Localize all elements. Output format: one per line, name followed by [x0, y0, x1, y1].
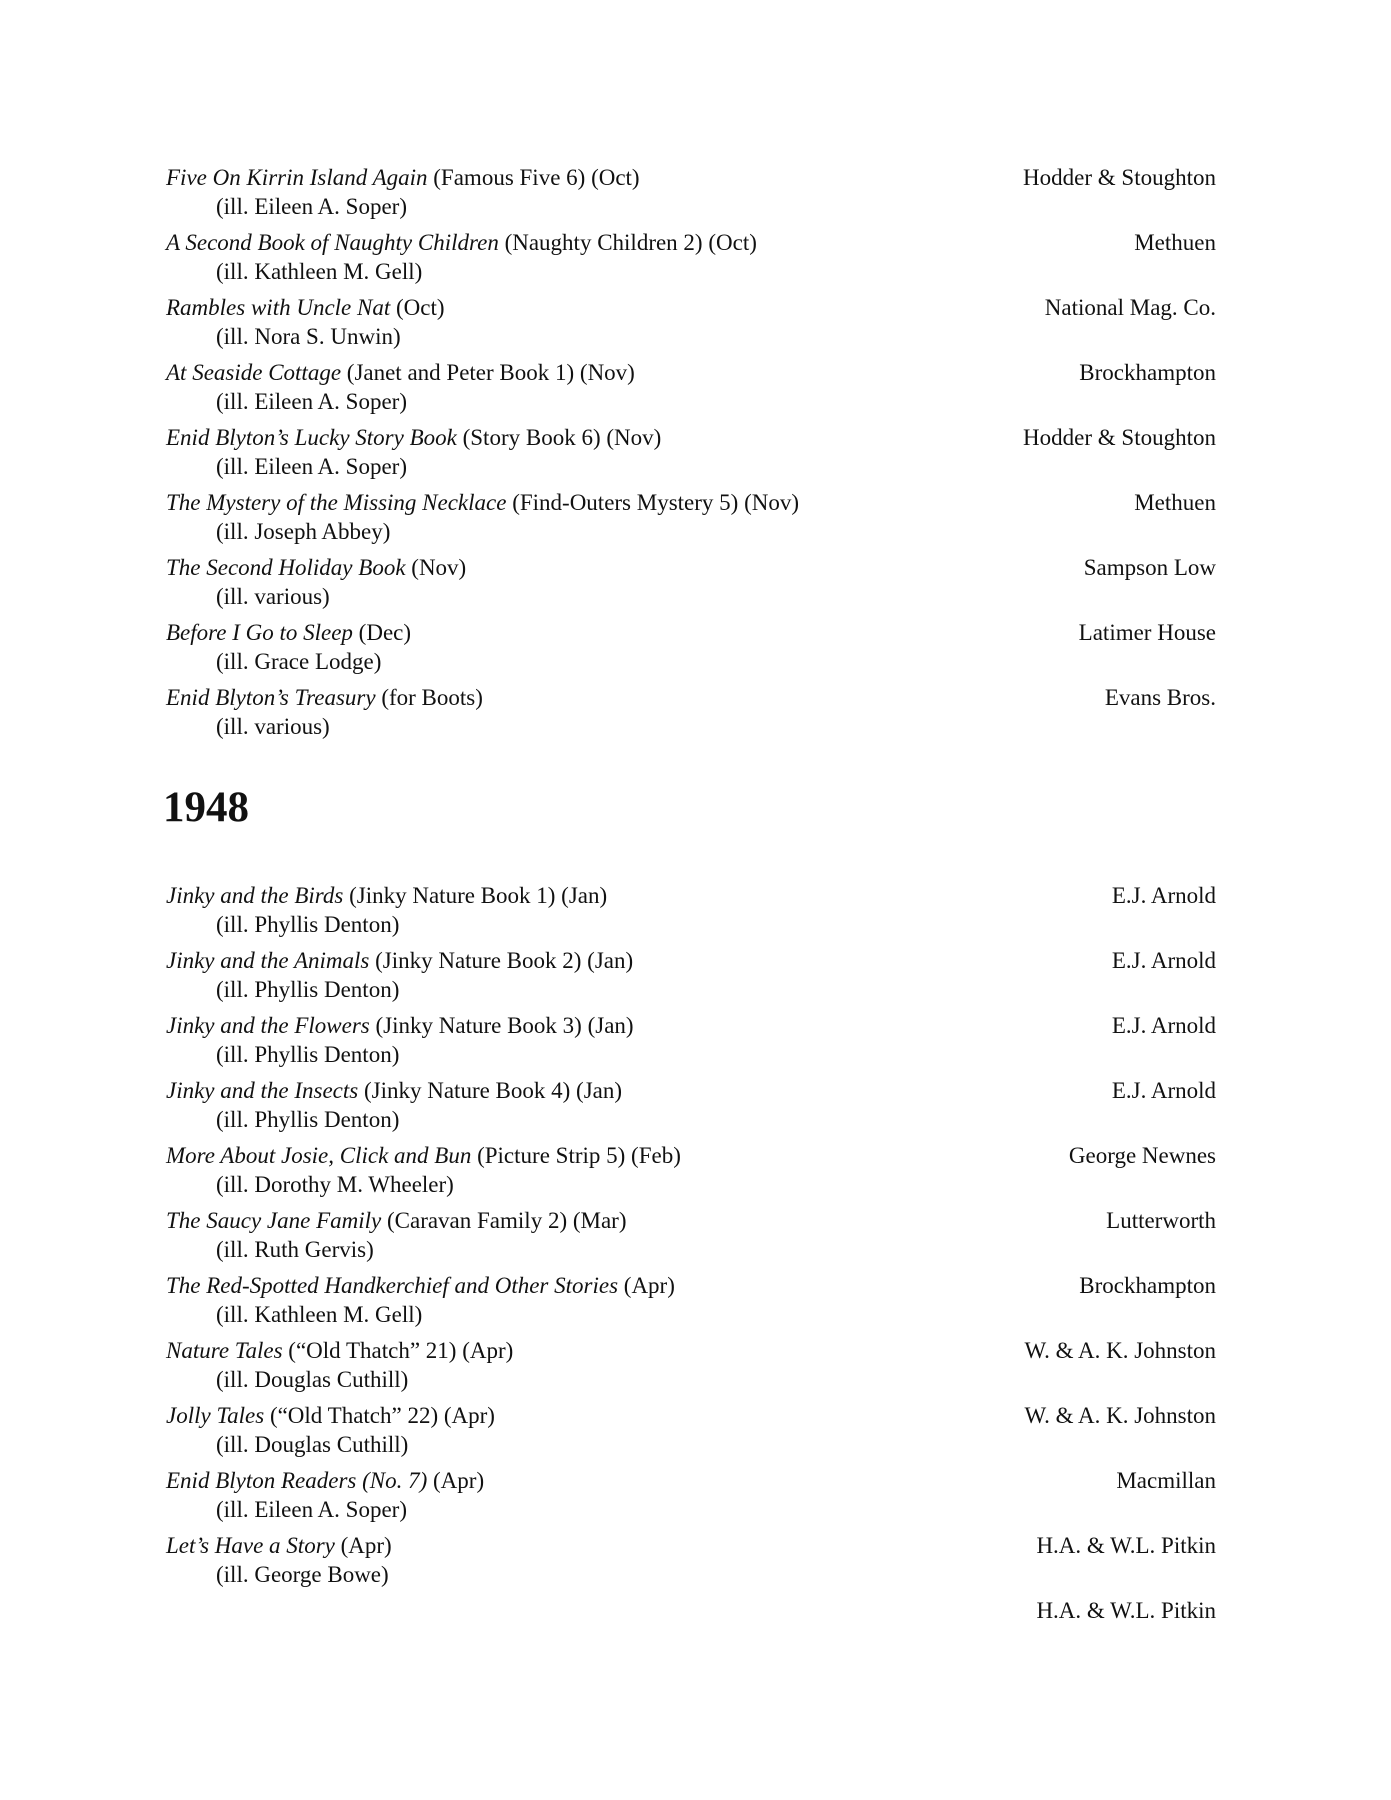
book-title: Jolly Tales	[166, 1403, 265, 1428]
book-illustrator: (ill. Kathleen M. Gell)	[216, 1302, 423, 1327]
book-publisher: Lutterworth	[1106, 1208, 1216, 1233]
book-illustrator: (ill. Phyllis Denton)	[216, 1042, 400, 1067]
book-publisher: Brockhampton	[1079, 360, 1216, 385]
book-title: Rambles with Uncle Nat	[166, 295, 391, 320]
entries-1948-list	[166, 881, 1216, 1596]
book-details: (Jinky Nature Book 4) (Jan)	[358, 1078, 623, 1103]
book-details: (“Old Thatch” 22) (Apr)	[264, 1403, 495, 1428]
book-publisher: E.J. Arnold	[1111, 948, 1216, 973]
book-title: Jinky and the Birds	[166, 883, 344, 908]
book-title: Jinky and the Insects	[166, 1078, 359, 1103]
book-illustrator: (ill. Douglas Cuthill)	[216, 1367, 409, 1392]
book-entry	[166, 1076, 1216, 1141]
book-illustrator: (ill. Grace Lodge)	[216, 649, 382, 674]
book-illustrator: (ill. Dorothy M. Wheeler)	[216, 1172, 454, 1197]
book-entry	[166, 423, 1216, 488]
book-entry	[166, 553, 1216, 618]
book-publisher: W. & A. K. Johnston	[1024, 1338, 1216, 1363]
book-publisher: W. & A. K. Johnston	[1024, 1403, 1216, 1428]
book-title: Enid Blyton’s Treasury	[166, 685, 376, 710]
book-title: A Second Book of Naughty Children	[166, 230, 499, 255]
book-illustrator: (ill. Phyllis Denton)	[216, 912, 400, 937]
book-details: (Nov)	[405, 555, 467, 580]
book-entry	[166, 946, 1216, 1011]
book-illustrator: (ill. Kathleen M. Gell)	[216, 259, 423, 284]
book-details: (Apr)	[618, 1273, 675, 1298]
book-illustrator: (ill. George Bowe)	[216, 1562, 389, 1587]
book-publisher: Brockhampton	[1079, 1273, 1216, 1298]
book-publisher: E.J. Arnold	[1111, 1078, 1216, 1103]
book-publisher: Methuen	[1134, 230, 1216, 255]
year-heading: 1948	[163, 784, 249, 831]
book-publisher: Latimer House	[1078, 620, 1216, 645]
book-title: At Seaside Cottage	[166, 360, 342, 385]
book-details: (Find-Outers Mystery 5) (Nov)	[506, 490, 800, 515]
book-illustrator: (ill. Joseph Abbey)	[216, 519, 391, 544]
trailing-publisher: H.A. & W.L. Pitkin	[1036, 1598, 1216, 1623]
book-publisher: National Mag. Co.	[1044, 295, 1216, 320]
book-illustrator: (ill. Eileen A. Soper)	[216, 389, 407, 414]
book-entry	[166, 881, 1216, 946]
book-details: (Jinky Nature Book 3) (Jan)	[369, 1013, 634, 1038]
book-details: (for Boots)	[375, 685, 483, 710]
book-illustrator: (ill. various)	[216, 584, 330, 609]
book-entry	[166, 1401, 1216, 1466]
book-title: The Saucy Jane Family	[166, 1208, 382, 1233]
book-publisher: Hodder & Stoughton	[1023, 425, 1216, 450]
book-entry	[166, 1141, 1216, 1206]
book-details: (Picture Strip 5) (Feb)	[471, 1143, 681, 1168]
book-details: (Dec)	[352, 620, 412, 645]
book-entry	[166, 683, 1216, 748]
book-entry	[166, 1011, 1216, 1076]
book-details: (Janet and Peter Book 1) (Nov)	[341, 360, 635, 385]
book-publisher: E.J. Arnold	[1111, 883, 1216, 908]
book-title: Enid Blyton’s Lucky Story Book	[166, 425, 457, 450]
book-publisher: E.J. Arnold	[1111, 1013, 1216, 1038]
book-details: (Oct)	[390, 295, 445, 320]
book-publisher: H.A. & W.L. Pitkin	[1036, 1533, 1216, 1558]
book-entry	[166, 1531, 1216, 1596]
book-illustrator: (ill. Eileen A. Soper)	[216, 194, 407, 219]
book-illustrator: (ill. various)	[216, 714, 330, 739]
entries-1947-list	[166, 163, 1216, 748]
book-details: (Jinky Nature Book 2) (Jan)	[369, 948, 634, 973]
book-publisher: Hodder & Stoughton	[1023, 165, 1216, 190]
book-details: (Apr)	[334, 1533, 392, 1558]
book-entry	[166, 1466, 1216, 1531]
book-illustrator: (ill. Eileen A. Soper)	[216, 1497, 407, 1522]
book-entry	[166, 1271, 1216, 1336]
book-illustrator: (ill. Nora S. Unwin)	[216, 324, 401, 349]
book-details: (“Old Thatch” 21) (Apr)	[282, 1338, 514, 1363]
book-illustrator: (ill. Douglas Cuthill)	[216, 1432, 409, 1457]
book-entry	[166, 293, 1216, 358]
book-illustrator: (ill. Phyllis Denton)	[216, 977, 400, 1002]
book-entry	[166, 228, 1216, 293]
book-title: More About Josie, Click and Bun	[166, 1143, 472, 1168]
book-publisher: Sampson Low	[1083, 555, 1216, 580]
book-entry	[166, 358, 1216, 423]
book-entry	[166, 618, 1216, 683]
book-title: Five On Kirrin Island Again	[166, 165, 428, 190]
book-publisher: Macmillan	[1116, 1468, 1216, 1493]
book-details: (Naughty Children 2) (Oct)	[498, 230, 757, 255]
book-publisher: George Newnes	[1068, 1143, 1216, 1168]
book-title: The Mystery of the Missing Necklace	[166, 490, 507, 515]
book-title: Before I Go to Sleep	[166, 620, 353, 645]
book-entry	[166, 488, 1216, 553]
book-title: The Second Holiday Book	[166, 555, 406, 580]
book-publisher: Methuen	[1134, 490, 1216, 515]
book-title: Jinky and the Animals	[166, 948, 370, 973]
book-entry	[166, 1336, 1216, 1401]
book-details: (Caravan Family 2) (Mar)	[381, 1208, 627, 1233]
book-details: (Story Book 6) (Nov)	[456, 425, 662, 450]
book-illustrator: (ill. Ruth Gervis)	[216, 1237, 374, 1262]
book-entry	[166, 163, 1216, 228]
book-title: Nature Tales	[166, 1338, 283, 1363]
book-title: Jinky and the Flowers	[166, 1013, 370, 1038]
book-entry	[166, 1206, 1216, 1271]
book-publisher: Evans Bros.	[1104, 685, 1216, 710]
book-illustrator: (ill. Phyllis Denton)	[216, 1107, 400, 1132]
book-title: Enid Blyton Readers (No. 7)	[166, 1468, 428, 1493]
book-illustrator: (ill. Eileen A. Soper)	[216, 454, 407, 479]
book-title: The Red-Spotted Handkerchief and Other Stories	[166, 1273, 619, 1298]
book-details: (Apr)	[427, 1468, 485, 1493]
book-title: Let’s Have a Story	[166, 1533, 335, 1558]
book-details: (Famous Five 6) (Oct)	[427, 165, 640, 190]
book-details: (Jinky Nature Book 1) (Jan)	[343, 883, 608, 908]
